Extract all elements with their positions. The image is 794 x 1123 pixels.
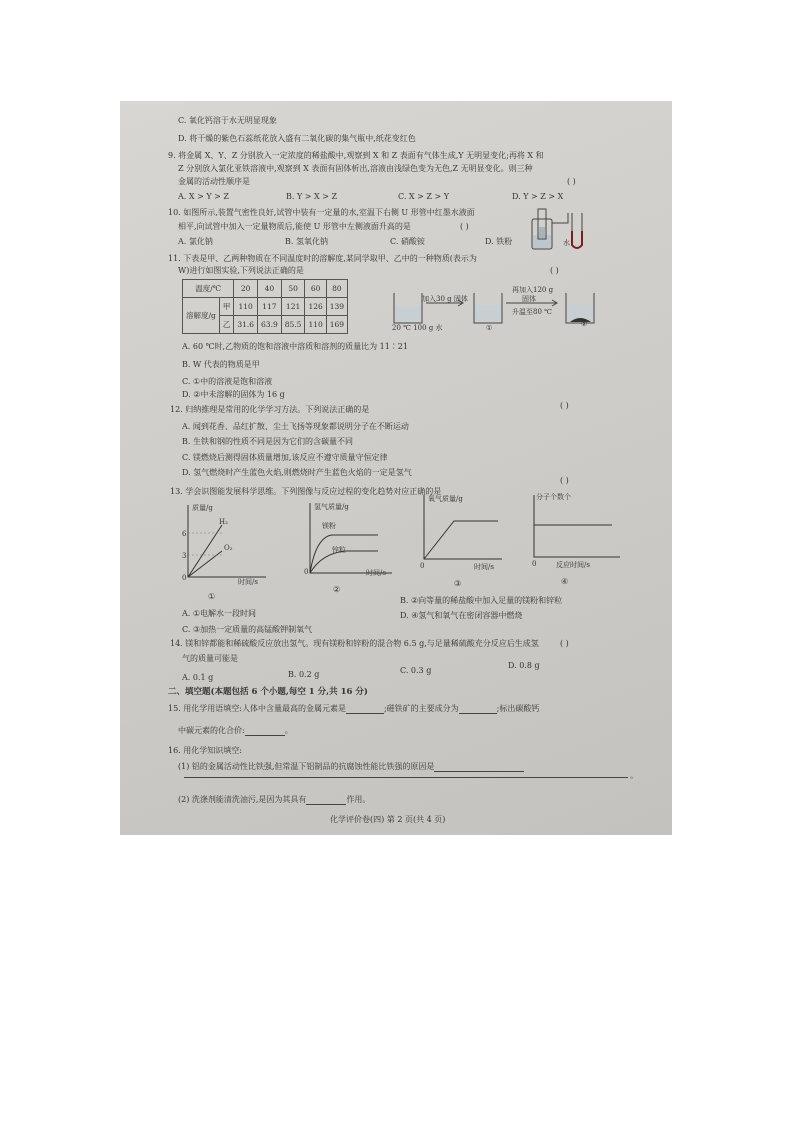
table-cell: 117 [258,298,282,316]
q14-option-c: C. 0.3 g [400,666,432,675]
q11-option-c: C. ①中的溶液是饱和溶液 [182,377,273,386]
q11-start-label: 20 ℃ 100 g 水 [392,324,443,332]
page-footer: 化学评价卷(四) 第 2 页(共 4 页) [330,815,446,824]
table-header-temp: 温度/℃ [183,280,234,298]
table-temp-cell: 40 [258,280,282,298]
solubility-table [182,279,348,334]
g1-tick-3: 3 [182,552,187,560]
g2-zn-label: 锌粒 [332,546,346,554]
q13-stem: 13. 学会识图能发展科学思维。下列图像与反应过程的变化趋势对应正确的是 [170,487,442,496]
g4-xlabel: 反应时间/s [556,561,590,569]
q9-option-c: C. X > Z > Y [398,192,450,201]
q12-option-c: C. 镁燃烧后测得固体质量增加,该反应不遵守质量守恒定律 [182,453,388,462]
q15-line1: 15. 用化学用语填空:人体中含量最高的金属元素是 ;磁铁矿的主要成分为 ;标出碳酸钙 [168,704,540,713]
g3-xlabel: 时间/s [474,563,494,571]
q13-option-c: C. ③加热一定质量的高锰酸钾制氧气 [182,625,313,634]
q12-option-b: B. 生铁和钢的性质不同是因为它们的含碳量不同 [182,437,353,446]
g1-o2-label: O₂ [224,544,233,552]
q9-option-a: A. X > Y > Z [178,192,229,201]
table-header-solubility: 溶解度/g [183,298,220,334]
g4-tick-0: 0 [532,560,537,568]
q14-option-a: A. 0.1 g [182,673,214,682]
table-cell: 126 [305,298,326,316]
table-temp-cell: 60 [305,280,326,298]
g1-tick-0: 0 [182,574,187,582]
q16-blank-1-continued[interactable] [184,777,628,778]
q15-line2: 中碳元素的化合价: 。 [178,726,293,735]
q10-option-a: A. 氯化钠 [178,237,213,246]
q10-water-label: 水 [563,239,570,247]
g2-number: ② [333,585,341,594]
q11-circle-2: ② [581,320,588,328]
g3-number: ③ [454,579,462,588]
g2-tick-0: 0 [304,568,309,576]
g3-ylabel: 氧气质量/g [428,495,463,503]
q13-graph-4 [528,493,624,565]
q10-answer-paren: ( ) [460,222,469,231]
q9-stem-line1: 9. 将金属 X、Y、Z 分别放入一定浓度的稀盐酸中,观察到 X 和 Z 表面有气体生成,Y 无明显变化;再将 X 和 [168,151,544,160]
table-row-label-jia: 甲 [219,298,234,316]
table-cell: 121 [281,298,305,316]
q11-option-b: B. W 代表的物质是甲 [182,360,260,369]
q11-step2-label-b: 固体 [522,295,536,303]
q11-step2-label-c: 升温至80 ℃ [512,308,552,316]
q9-option-b: B. Y > X > Z [286,192,338,201]
q11-step1-label: 加入30 g 固体 [422,295,468,303]
table-temp-cell: 50 [281,280,305,298]
q11-circle-1: ① [486,324,493,332]
q12-stem: 12. 归纳推理是常用的化学学习方法。下列说法正确的是 [170,405,370,414]
section-2-heading: 二、填空题(本题包括 6 个小题,每空 1 分,共 16 分) [168,687,368,697]
q13-option-d: D. ④氢气和氧气在密闭容器中燃烧 [400,611,523,620]
g1-xlabel: 时间/s [238,578,258,586]
q9-answer-paren: ( ) [567,177,576,186]
q11-option-d: D. ②中未溶解的固体为 16 g [182,390,285,399]
q11-stem-line2: W)进行如图实验,下列说法正确的是 [178,266,304,275]
g3-tick-0: 0 [420,562,425,570]
g2-xlabel: 时间/s [366,569,386,577]
g2-mg-label: 镁粉 [322,522,336,530]
table-temp-cell: 80 [326,280,347,298]
q11-option-a: A. 60 ℃时,乙物质的饱和溶液中溶质和溶剂的质量比为 11∶21 [182,342,408,351]
table-cell: 110 [305,316,326,334]
q11-stem-line1: 11. 下表是甲、乙两种物质在不同温度时的溶解度,某同学取甲、乙中的一种物质(表示为 [168,254,477,263]
table-cell: 110 [234,298,258,316]
q14-stem-line2: 气的质量可能是 [182,654,238,663]
table-row-label-yi: 乙 [219,316,234,334]
q13-option-a: A. ①电解水一段时间 [182,609,257,618]
g1-ylabel: 质量/g [192,504,213,512]
q13-option-b: B. ②向等量的稀盐酸中加入足量的镁粉和锌粒 [400,596,563,605]
g1-number: ① [208,592,216,601]
exam-page-photo [120,101,672,835]
q16-blank-1[interactable] [434,771,524,772]
q9-stem-line2: Z 分别放入氯化亚铁溶液中,观察到 X 表面有固体析出,溶液由浅绿色变为无色,Z 无明显变化。则三种 [178,164,533,173]
q14-option-b: B. 0.2 g [288,670,320,679]
q16-blank-2[interactable] [306,804,346,805]
q12-answer-paren: ( ) [560,401,569,410]
table-cell: 169 [326,316,347,334]
q15-blank-1[interactable] [346,713,384,714]
q13-graph-3 [418,493,508,567]
q14-stem-line1: 14. 镁和锌都能和稀硫酸反应放出氢气。现有镁粉和锌粉的混合物 6.5 g,与足量稀硫酸充分反应后生成氢 [170,639,539,648]
g2-ylabel: 氢气质量/g [314,503,349,511]
q10-option-b: B. 氢氧化钠 [285,237,328,246]
q9-stem-line3: 金属的活动性顺序是 [178,177,250,186]
g4-number: ④ [561,577,569,586]
q16-sub1-period: 。 [630,771,638,780]
q8-option-d: D. 将干燥的紫色石蕊纸花放入盛有二氧化碳的集气瓶中,纸花变红色 [178,134,416,143]
q9-option-d: D. Y > Z > X [512,192,564,201]
q16-sub1: (1) 铝的金属活动性比铁强,但常温下铝制品的抗腐蚀性能比铁强的原因是 [178,762,524,772]
q12-option-a: A. 闻到花香、品红扩散、尘土飞扬等现象都说明分子在不断运动 [182,422,409,431]
q14-option-d: D. 0.8 g [508,661,540,670]
table-cell: 85.5 [281,316,305,334]
q8-option-c: C. 氧化钙溶于水无明显现象 [178,116,277,125]
table-temp-cell: 20 [234,280,258,298]
g1-h2-label: H₂ [219,518,228,526]
q15-blank-2[interactable] [459,713,497,714]
g4-ylabel: 分子个数个 [536,493,571,501]
q10-option-c: C. 硝酸铵 [390,237,425,246]
table-cell: 31.6 [234,316,258,334]
table-cell: 139 [326,298,347,316]
q15-blank-3[interactable] [245,735,285,736]
q13-answer-paren: ( ) [560,476,569,485]
g1-tick-6: 6 [182,530,187,538]
q10-stem-line2: 相平,向试管中加入一定量物质后,能使 U 形管中左侧液面升高的是 [178,222,411,231]
q16-stem: 16. 用化学知识填空: [168,746,242,755]
q12-option-d: D. 氢气燃烧时产生蓝色火焰,则燃烧时产生蓝色火焰的一定是氢气 [182,468,412,477]
q11-step2-label-a: 再加入120 g [512,286,554,294]
q11-answer-paren: ( ) [550,266,559,275]
table-cell: 63.9 [258,316,282,334]
q10-option-d: D. 铁粉 [485,237,513,246]
q14-answer-paren: ( ) [560,639,569,648]
q10-stem-line1: 10. 如图所示,装置气密性良好,试管中装有一定量的水,室温下右侧 U 形管中红墨水液面 [168,208,475,217]
q16-sub2: (2) 洗涤剂能清洗油污,是因为其具有 作用。 [178,795,371,804]
